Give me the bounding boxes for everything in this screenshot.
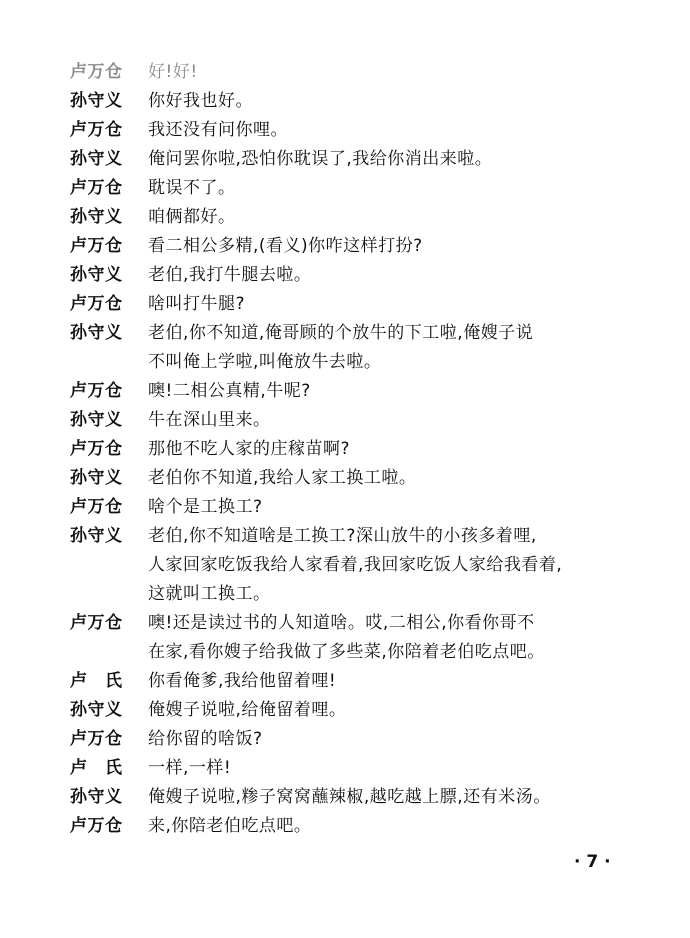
dialogue-text: 你好我也好。 — [148, 91, 253, 111]
play-script — [70, 58, 630, 841]
speaker-name: 卢万仓 — [70, 62, 123, 82]
speaker-name: 卢万仓 — [70, 439, 123, 459]
speaker-name: 孙守义 — [70, 468, 123, 488]
speaker-name: 卢万仓 — [70, 294, 123, 314]
dialogue-text: 噢!还是读过书的人知道啥。哎,二相公,你看你哥不 在家,看你嫂子给我做了多些菜,你陪着老伯吃点吧。 — [148, 613, 545, 662]
dialogue-text: 俺问罢你啦,恐怕你耽误了,我给你消出来啦。 — [148, 149, 493, 169]
speaker-name: 孙守义 — [70, 700, 123, 720]
speaker-name: 孙守义 — [70, 149, 123, 169]
speaker-name: 孙守义 — [70, 526, 123, 546]
script-line — [70, 58, 630, 87]
speaker-name: 孙守义 — [70, 91, 123, 111]
dialogue-text: 牛在深山里来。 — [148, 410, 271, 430]
dialogue-text: 噢!二相公真精,牛呢? — [148, 381, 311, 401]
speaker-name: 卢万仓 — [70, 816, 123, 836]
dialogue-text: 咱俩都好。 — [148, 207, 236, 227]
speaker-name: 孙守义 — [70, 207, 123, 227]
script-line — [70, 87, 630, 116]
script-line — [70, 725, 630, 754]
dialogue-text: 我还没有问你哩。 — [148, 120, 288, 140]
script-line — [70, 754, 630, 783]
dialogue-text: 那他不吃人家的庄稼苗啊? — [148, 439, 351, 459]
dialogue-text: 啥个是工换工? — [148, 497, 263, 517]
dialogue-text: 耽误不了。 — [148, 178, 236, 198]
script-line — [70, 116, 630, 145]
speaker-name: 孙守义 — [70, 787, 123, 807]
dialogue-text: 老伯,我打牛腿去啦。 — [148, 265, 312, 285]
script-line — [70, 203, 630, 232]
speaker-name: 卢 氏 — [70, 671, 123, 691]
dialogue-text: 你看俺爹,我给他留着哩! — [148, 671, 337, 691]
dialogue-text: 啥叫打牛腿? — [148, 294, 246, 314]
dialogue-text: 俺嫂子说啦,糁子窝窝蘸辣椒,越吃越上膘,还有米汤。 — [148, 787, 551, 807]
script-line — [70, 609, 630, 667]
script-line — [70, 493, 630, 522]
script-line — [70, 696, 630, 725]
dialogue-text: 给你留的啥饭? — [148, 729, 263, 749]
dialogue-text: 老伯,你不知道啥是工换工?深山放牛的小孩多着哩, 人家回家吃饭我给人家看着,我回家吃饭人家给我看着, 这就叫工换工。 — [148, 526, 563, 604]
dialogue-text: 俺嫂子说啦,给俺留着哩。 — [148, 700, 347, 720]
script-line — [70, 522, 630, 609]
speaker-name: 卢万仓 — [70, 613, 123, 633]
script-line — [70, 464, 630, 493]
speaker-name: 孙守义 — [70, 323, 123, 343]
speaker-name: 卢万仓 — [70, 178, 123, 198]
script-line — [70, 261, 630, 290]
speaker-name: 卢万仓 — [70, 236, 123, 256]
dialogue-text: 老伯,你不知道,俺哥顾的个放牛的下工啦,俺嫂子说 不叫俺上学啦,叫俺放牛去啦。 — [148, 323, 534, 372]
dialogue-text: 老伯你不知道,我给人家工换工啦。 — [148, 468, 417, 488]
speaker-name: 孙守义 — [70, 410, 123, 430]
dialogue-text: 好!好! — [148, 62, 198, 82]
dialogue-text: 一样,一样! — [148, 758, 232, 778]
speaker-name: 卢万仓 — [70, 381, 123, 401]
script-line — [70, 783, 630, 812]
page-number: · 7 · — [574, 852, 611, 872]
dialogue-text: 来,你陪老伯吃点吧。 — [148, 816, 312, 836]
script-line — [70, 290, 630, 319]
script-line — [70, 319, 630, 377]
script-line — [70, 145, 630, 174]
script-line — [70, 812, 630, 841]
script-line — [70, 667, 630, 696]
speaker-name: 卢 氏 — [70, 758, 123, 778]
dialogue-text: 看二相公多精,(看义)你咋这样打扮? — [148, 236, 423, 256]
script-line — [70, 232, 630, 261]
speaker-name: 卢万仓 — [70, 497, 123, 517]
script-line — [70, 435, 630, 464]
script-line — [70, 406, 630, 435]
speaker-name: 卢万仓 — [70, 729, 123, 749]
script-line — [70, 174, 630, 203]
script-line — [70, 377, 630, 406]
speaker-name: 孙守义 — [70, 265, 123, 285]
speaker-name: 卢万仓 — [70, 120, 123, 140]
